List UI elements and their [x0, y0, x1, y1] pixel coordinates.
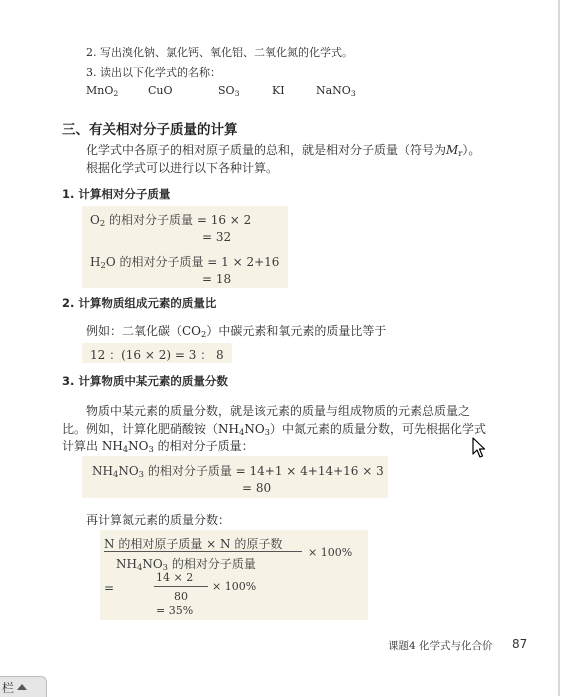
page-number: 87 [512, 637, 528, 651]
nh4no3-mass-result: = 80 [242, 481, 272, 495]
bottom-tab-label: 栏 [2, 681, 15, 695]
mass-fraction-paragraph-line2: 比。例如，计算化肥硝酸铵$(NH_4NO_3)$中氮元素的质量分数，可先根据化学式 [62, 422, 487, 437]
final-result: = 35% [156, 604, 194, 617]
times-100-percent: × 100% [308, 546, 353, 559]
mass-ratio-example: 例如：二氧化碳$(CO_2)$中碳元素和氧元素的质量比等于 [86, 324, 387, 339]
h2o-mass-result: = 18 [202, 272, 232, 286]
times-100-percent-b: × 100% [212, 580, 257, 593]
subsection-1-title: 1. 计算相对分子质量 [62, 187, 171, 201]
mass-ratio-formula: 12 ：(16 × 2) = 3 ： 8 [90, 348, 224, 362]
fraction2-bar [154, 586, 208, 587]
formula-so3: $SO_3$ [218, 84, 240, 98]
fraction-bar [104, 551, 302, 552]
mass-fraction-paragraph-line3: 计算出 $NH_4NO_3$ 的相对分子质量： [62, 439, 254, 454]
section-intro-line1: 化学式中各原子的相对原子质量的总和，就是相对分子质量（符号为$M_r$）。 [86, 143, 481, 158]
formula-nano3: NaNO$_3$ [316, 84, 356, 98]
then-calculate-text: 再计算氮元素的质量分数： [86, 513, 231, 527]
exercise-item-3: 3. 读出以下化学式的名称： [86, 66, 221, 79]
o2-mass-formula: $O_2$ 的相对分子质量 = 16 × 2 [90, 213, 252, 228]
fraction-denominator: $NH_4NO_3$ 的相对分子质量 [116, 557, 256, 572]
section-title: 三、有关相对分子质量的计算 [62, 122, 238, 138]
exercise-item-2: 2. 写出溴化钠、氯化钙、氧化铝、二氧化氮的化学式。 [86, 46, 353, 59]
subsection-3-title: 3. 计算物质中某元素的质量分数 [62, 374, 228, 388]
bottom-panel-tab[interactable] [0, 676, 47, 697]
nh4no3-mass-formula: $NH_4NO_3$ 的相对分子质量 = 14+1 × 4+14+16 × 3 [92, 464, 384, 479]
formula-cuo: CuO [148, 84, 173, 97]
formula-mno2: MnO$_2$ [86, 84, 119, 98]
page-edge [558, 0, 560, 696]
section-intro-line2: 根据化学式可以进行以下各种计算。 [86, 161, 279, 175]
mouse-pointer-icon [472, 437, 486, 459]
triangle-up-icon[interactable] [16, 683, 28, 691]
o2-mass-result: = 32 [202, 230, 232, 244]
h2o-mass-formula: $H_2O$ 的相对分子质量 = 1 × 2+16 [90, 255, 280, 270]
fraction2-denominator: 80 [174, 590, 188, 603]
footer-chapter: 课题4 化学式与化合价 [388, 640, 493, 652]
fraction-numerator: N 的相对原子质量 × N 的原子数 [104, 537, 283, 551]
formula-ki: KI [272, 84, 285, 97]
equals-sign: = [104, 581, 115, 595]
fraction2-numerator: 14 × 2 [156, 571, 194, 584]
mass-fraction-paragraph-line1: 物质中某元素的质量分数，就是该元素的质量与组成物质的元素总质量之 [86, 404, 471, 418]
subsection-2-title: 2. 计算物质组成元素的质量比 [62, 296, 217, 310]
